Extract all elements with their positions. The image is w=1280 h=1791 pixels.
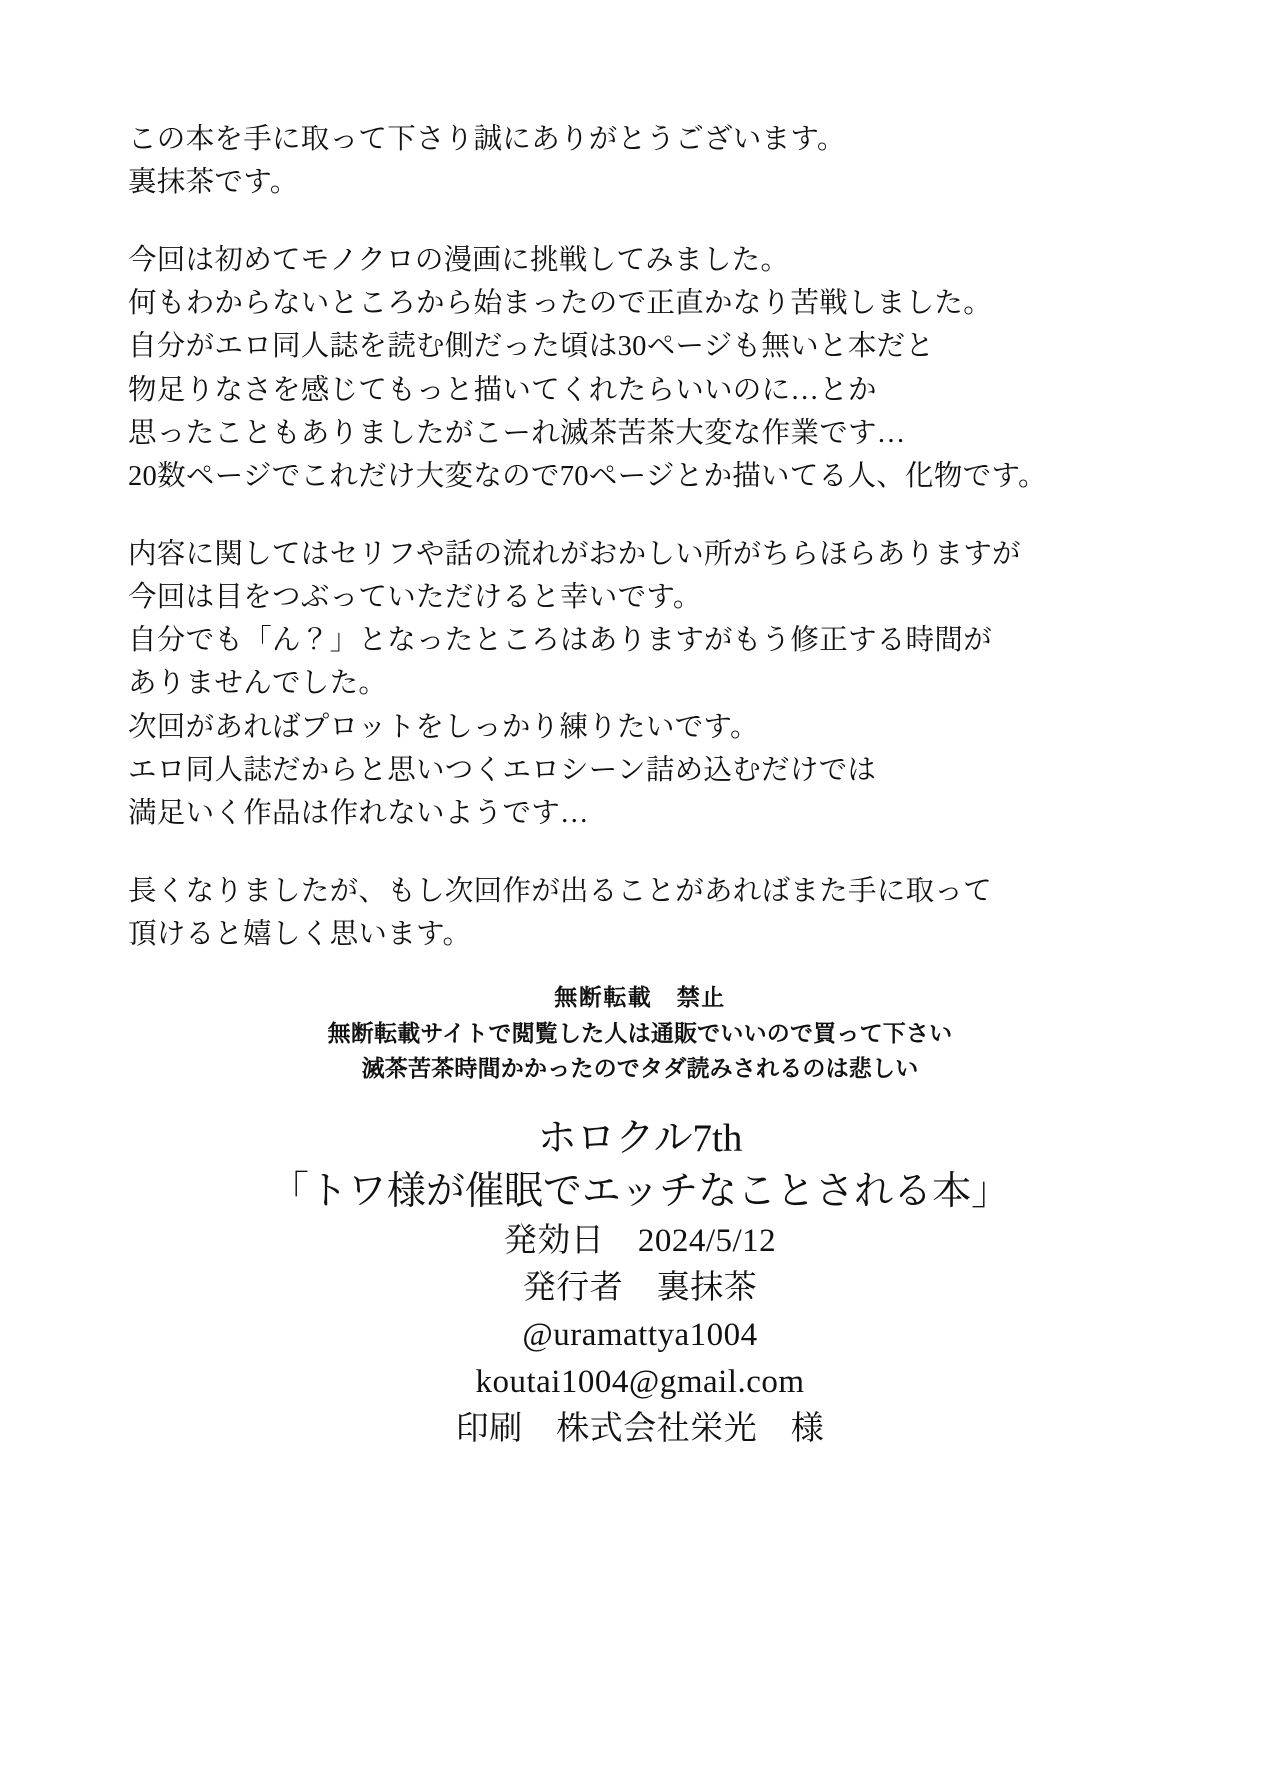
afterword-line: 裏抹茶です。 — [128, 167, 299, 199]
afterword-line: 思ったこともありましたがこーれ滅茶苦茶大変な作業です… — [128, 417, 906, 449]
colophon-publisher: 発行者 裏抹茶 — [522, 1269, 758, 1306]
colophon-handle: @uramattya1004 — [522, 1316, 758, 1353]
colophon-series: ホロクル7th — [537, 1117, 743, 1160]
afterword-line: 何もわからないところから始まったので正直かなり苦戦しました。 — [128, 287, 993, 319]
afterword-line: 自分がエロ同人誌を読む側だった頃は30ページも無いと本だと — [128, 331, 935, 363]
afterword-line: エロ同人誌だからと思いつくエロシーン詰め込むだけでは — [128, 755, 877, 787]
colophon-printer: 印刷 株式会社栄光 様 — [455, 1410, 825, 1447]
afterword-line: 内容に関してはセリフや話の流れがおかしい所がちらほらありますが — [128, 538, 1021, 570]
colophon-section — [0, 1112, 1280, 1452]
colophon-release-date: 発効日 2024/5/12 — [503, 1223, 777, 1260]
afterword-line: 物足りなさを感じてもっと描いてくれたらいいのに…とか — [128, 374, 877, 406]
afterword-line: 今回は目をつぶっていただけると幸いです。 — [128, 581, 702, 613]
afterword-line: 自分でも「ん？」となったところはありますがもう修正する時間が — [128, 625, 993, 657]
afterword-line: 今回は初めてモノクロの漫画に挑戦してみました。 — [128, 244, 790, 276]
colophon-title: 「トワ様が催眠でエッチなことされる本」 — [269, 1170, 1011, 1214]
afterword-line: 20数ページでこれだけ大変なので70ページとか描いてる人、化物です。 — [128, 461, 1047, 493]
afterword-line: この本を手に取って下さり誠にありがとうございます。 — [128, 124, 846, 155]
afterword-line: 長くなりましたが、もし次回作が出ることがあればまた手に取って — [128, 875, 993, 907]
afterword-paragraph — [128, 870, 1148, 957]
afterword-line: 頂けると嬉しく思います。 — [128, 919, 472, 950]
afterword-paragraph — [128, 533, 1148, 836]
afterword-line: ありませんでした。 — [128, 668, 388, 700]
afterword-paragraph — [128, 239, 1148, 499]
afterword-paragraph — [128, 118, 1148, 205]
notice-heading: 無断転載 禁止 — [554, 985, 726, 1010]
notice-line: 滅茶苦茶時間かかったのでタダ読みされるのは悲しい — [361, 1056, 919, 1082]
afterword-line: 満足いく作品は作れないようです… — [128, 798, 589, 830]
colophon-email: koutai1004@gmail.com — [475, 1363, 805, 1400]
afterword-section — [128, 118, 1148, 956]
reprint-notice — [0, 980, 1280, 1087]
notice-line: 無断転載サイトで閲覧した人は通販でいいので買って下さい — [327, 1020, 953, 1046]
afterword-line: 次回があればプロットをしっかり練りたいです。 — [128, 711, 759, 743]
